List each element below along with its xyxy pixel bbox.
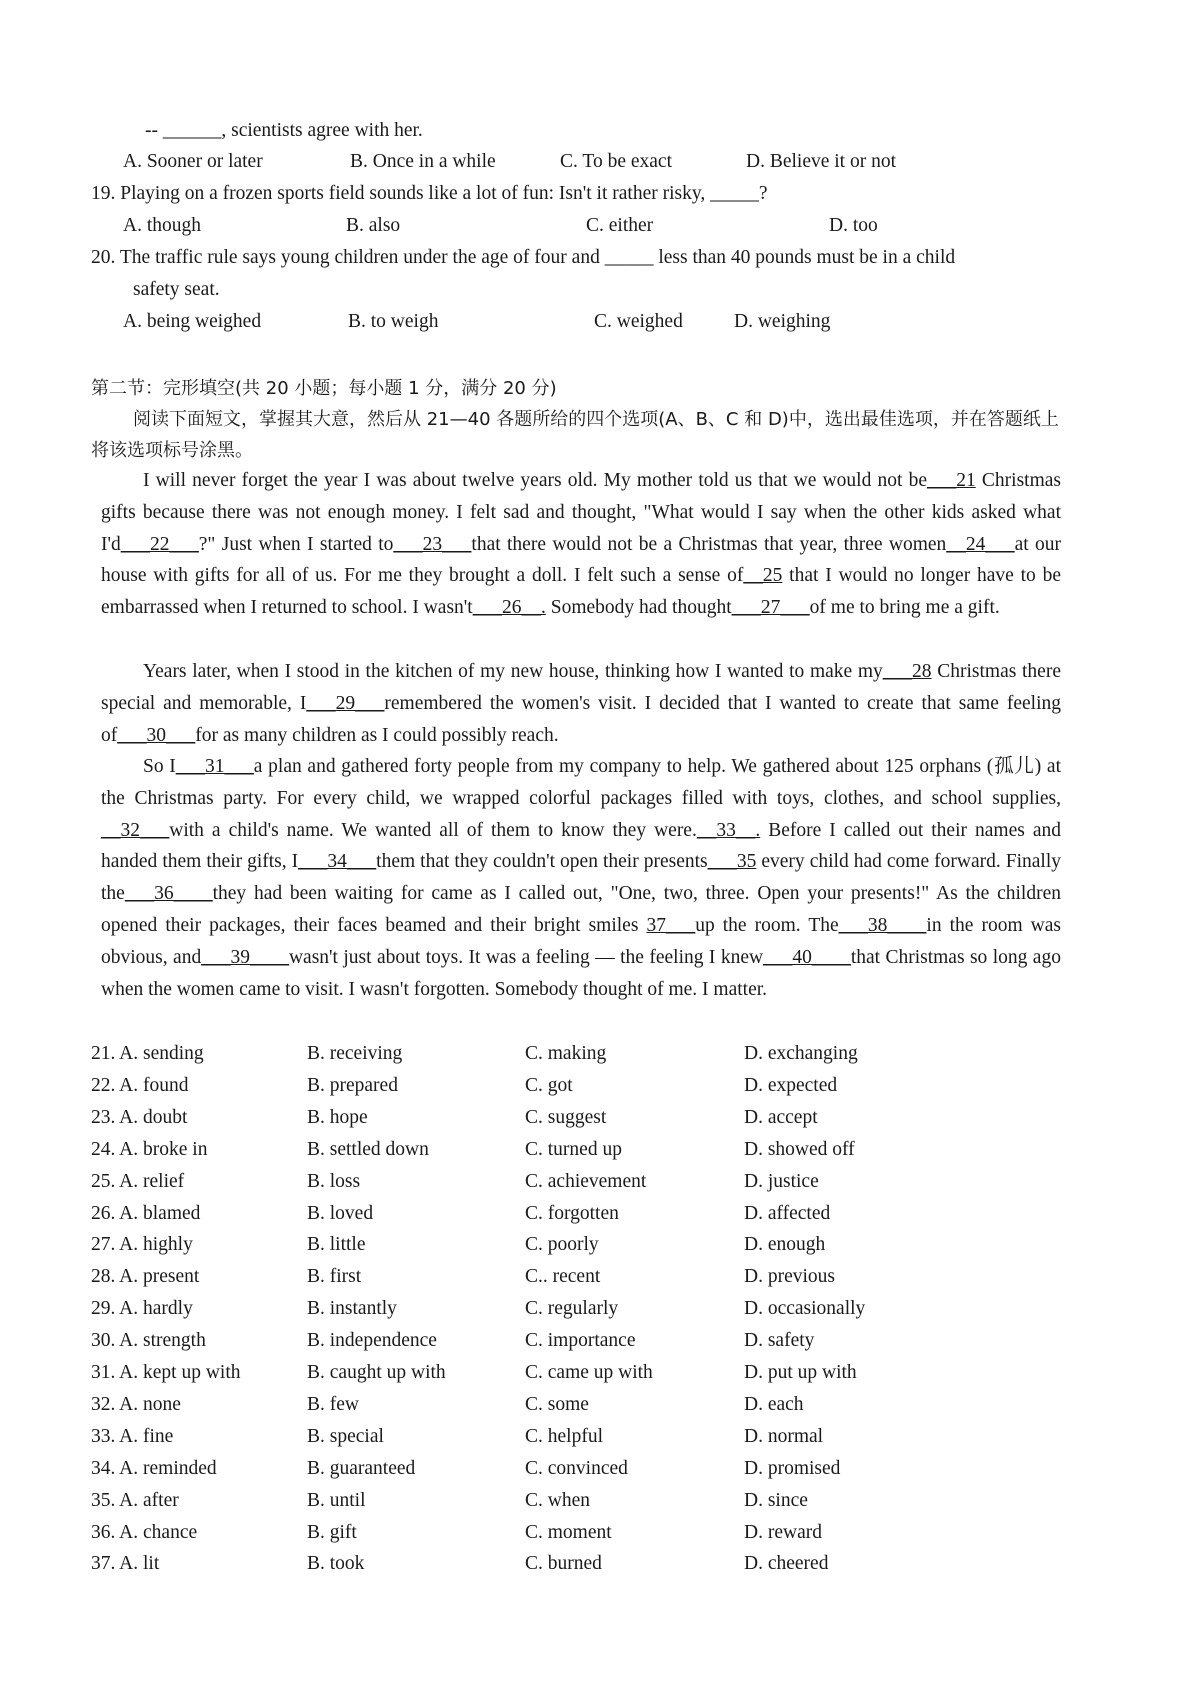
choice-option-c: C. moment <box>525 1521 612 1543</box>
q19-stem: 19. Playing on a frozen sports field sounds like a lot of fun: Isn't it rather risky, _____? <box>91 183 768 204</box>
choice-option-d: D. since <box>744 1489 808 1511</box>
q20-option-b: B. to weigh <box>348 311 439 332</box>
choice-option-a: 21. A. sending <box>91 1043 204 1064</box>
blank-21: ___21 <box>927 470 976 491</box>
choice-option-c: C. suggest <box>525 1106 607 1128</box>
choice-option-b: B. receiving <box>307 1043 403 1064</box>
choice-option-d: D. enough <box>744 1234 826 1256</box>
choice-option-a: 33. A. fine <box>91 1425 174 1447</box>
q19-option-b: B. also <box>346 215 401 236</box>
q18-option-d: D. Believe it or not <box>746 151 897 172</box>
blank-35: ___35 <box>707 851 757 873</box>
choice-option-c: C. making <box>525 1043 607 1064</box>
choice-option-a: 23. A. doubt <box>91 1106 188 1128</box>
blank-22: ___22___ <box>120 533 199 555</box>
choice-option-b: B. settled down <box>307 1138 429 1160</box>
blank-26: ___26__. <box>472 597 546 619</box>
choice-option-a: 25. A. relief <box>91 1170 185 1192</box>
choice-option-c: C. forgotten <box>525 1202 619 1224</box>
choice-option-b: B. loss <box>307 1170 361 1192</box>
q20-option-d: D. weighing <box>734 311 831 332</box>
blank-23: ___23___ <box>393 533 472 555</box>
choice-option-d: D. expected <box>744 1074 838 1096</box>
choice-option-d: D. normal <box>744 1425 824 1447</box>
choice-option-c: C. helpful <box>525 1425 603 1447</box>
choice-option-a: 24. A. broke in <box>91 1138 208 1160</box>
choice-option-d: D. cheered <box>744 1553 829 1575</box>
choice-option-a: 26. A. blamed <box>91 1202 201 1224</box>
q20-option-a: A. being weighed <box>123 311 262 332</box>
q19-option-d: D. too <box>829 215 878 236</box>
blank-30: ___30___ <box>117 724 196 746</box>
choice-option-a: 32. A. none <box>91 1393 181 1415</box>
blank-24: __24___ <box>946 533 1015 555</box>
passage-paragraph-2: Years later, when I stood in the kitchen of my new house, thinking how I wanted to make my___28 Christmas there special and memorable, I___29___remembered the women's visit. I decided that I wanted to create that same feeling of___30___for as many children as I could possibly reach. <box>101 661 1061 746</box>
blank-33: __33__. <box>696 819 761 841</box>
choice-option-d: D. showed off <box>744 1138 855 1160</box>
q20-stem-line2: safety seat. <box>133 279 220 300</box>
choice-option-c: C.. recent <box>525 1266 601 1288</box>
q19-option-a: A. though <box>123 215 201 236</box>
blank-29: ___29___ <box>306 692 385 714</box>
choice-option-a: 35. A. after <box>91 1489 179 1511</box>
passage-paragraph-3: So I___31___a plan and gathered forty people from my company to help. We gathered about 125 orphans (孤儿) at the Christmas party. For every child, we wrapped colorful packages filled with toys, clothes, and school supplies, __32___with a child's name. We wanted all of them to know they were.__33__. Before I called out their names and handed them their gifts, I___34___them that they couldn't open their presents___35 every child had come forward. Finally the___36____they had been waiting for came as I called out, "One, two, three. Open your presents!" As the children opened their packages, their faces beamed and their bright smiles 37___up the room. The___38____in the room was obvious, and___39____wasn't just about toys. It was a feeling — the feeling I knew___40____that Christmas so long ago when the women came to visit. I wasn't forgotten. Somebody thought of me. I matter. <box>101 756 1062 1000</box>
blank-25: __25 <box>743 565 783 587</box>
blank-37: 37___ <box>646 914 696 936</box>
q20-stem-line1: 20. The traffic rule says young children under the age of four and _____ less than 40 pounds must be in a child <box>91 247 956 268</box>
section-heading: 第二节：完形填空(共 20 小题；每小题 1 分，满分 20 分) <box>91 378 557 399</box>
blank-34: ___34___ <box>298 851 377 873</box>
choice-option-b: B. loved <box>307 1202 374 1224</box>
q19-option-c: C. either <box>586 215 654 236</box>
choice-option-a: 29. A. hardly <box>91 1298 193 1320</box>
choice-option-d: D. put up with <box>744 1362 857 1383</box>
choice-option-c: C. poorly <box>525 1234 599 1256</box>
choice-option-b: B. guaranteed <box>307 1457 416 1479</box>
blank-32: __32___ <box>101 819 170 841</box>
choice-option-b: B. instantly <box>307 1298 397 1320</box>
choice-option-d: D. affected <box>744 1202 831 1224</box>
choice-option-d: D. accept <box>744 1106 818 1128</box>
blank-27: ___27___ <box>731 597 810 619</box>
choice-option-c: C. regularly <box>525 1298 619 1320</box>
passage-paragraph-1: I will never forget the year I was about twelve years old. My mother told us that we would not be___21 Christmas gifts because there was not enough money. I felt sad and thought, "What would I say when the other kids asked what I'd___22___?" Just when I started to___23___that there would not be a Christmas that year, three women__24___at our house with gifts for all of us. For me they brought a doll. I felt such a sense of__25 that I would no longer have to be embarrassed when I returned to school. I wasn't___26__. Somebody had thought___27___of me to bring me a gift. <box>101 470 1061 619</box>
choice-option-d: D. exchanging <box>744 1043 858 1064</box>
choice-option-c: C. achievement <box>525 1170 647 1192</box>
choice-option-d: D. safety <box>744 1330 815 1352</box>
choice-option-a: 28. A. present <box>91 1266 200 1288</box>
choice-option-d: D. reward <box>744 1521 822 1543</box>
choice-option-c: C. importance <box>525 1330 636 1352</box>
choice-option-b: B. hope <box>307 1106 368 1128</box>
blank-28: ___28 <box>882 661 932 682</box>
choice-option-b: B. until <box>307 1489 366 1511</box>
choice-option-c: C. turned up <box>525 1138 622 1160</box>
choice-option-b: B. little <box>307 1234 366 1256</box>
choice-option-b: B. took <box>307 1553 365 1575</box>
blank-36: ___36____ <box>124 883 213 905</box>
choice-option-c: C. came up with <box>525 1362 653 1383</box>
choice-option-a: 31. A. kept up with <box>91 1362 241 1383</box>
blank-31: ___31___ <box>175 756 254 777</box>
choice-option-d: D. occasionally <box>744 1298 866 1320</box>
q20-option-c: C. weighed <box>594 311 683 332</box>
choice-option-d: D. promised <box>744 1457 841 1479</box>
choice-option-c: C. burned <box>525 1553 602 1575</box>
q18-option-b: B. Once in a while <box>350 151 496 172</box>
choice-option-a: 30. A. strength <box>91 1330 206 1352</box>
choice-option-b: B. prepared <box>307 1074 398 1096</box>
choice-option-c: C. got <box>525 1074 573 1096</box>
blank-39: ___39____ <box>201 946 289 968</box>
choice-option-b: B. caught up with <box>307 1362 446 1383</box>
choice-option-a: 34. A. reminded <box>91 1457 217 1479</box>
choice-option-b: B. first <box>307 1266 362 1288</box>
choice-option-c: C. convinced <box>525 1457 628 1479</box>
choice-option-d: D. each <box>744 1393 804 1415</box>
q18-option-a: A. Sooner or later <box>123 151 263 172</box>
choice-option-c: C. some <box>525 1393 589 1415</box>
choice-option-a: 22. A. found <box>91 1074 189 1096</box>
choice-option-c: C. when <box>525 1489 590 1511</box>
q18-option-c: C. To be exact <box>560 151 672 172</box>
q18-stem-tail: -- ______, scientists agree with her. <box>145 120 423 141</box>
choice-option-b: B. independence <box>307 1330 437 1352</box>
choice-option-a: 27. A. highly <box>91 1234 193 1256</box>
choice-option-d: D. previous <box>744 1266 835 1288</box>
choice-option-b: B. special <box>307 1425 384 1447</box>
choice-option-d: D. justice <box>744 1170 819 1192</box>
choice-option-a: 37. A. lit <box>91 1553 160 1575</box>
choice-option-b: B. few <box>307 1393 359 1415</box>
blank-38: ___38____ <box>838 914 927 936</box>
section-instruction: 阅读下面短文，掌握其大意，然后从 21—40 各题所给的四个选项(A、B、C 和 D)中，选出最佳选项，并在答题纸上将该选项标号涂黑。 <box>91 409 1059 461</box>
choice-option-a: 36. A. chance <box>91 1521 198 1543</box>
choice-option-b: B. gift <box>307 1521 357 1543</box>
blank-40: ___40____ <box>763 946 851 968</box>
